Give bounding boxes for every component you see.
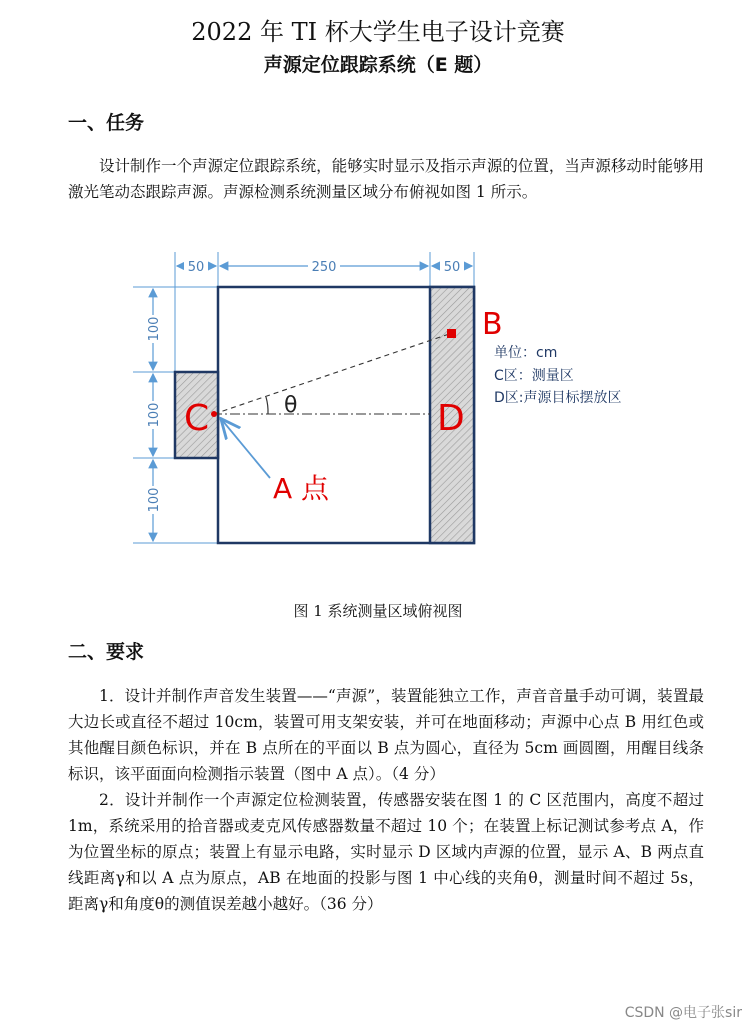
- theta-label: θ: [284, 393, 298, 418]
- document-title: 2022 年 TI 杯大学生电子设计竞赛: [191, 18, 565, 46]
- label-d: D: [437, 398, 465, 439]
- label-b: B: [482, 307, 503, 342]
- legend-unit: 单位：cm: [494, 345, 558, 361]
- point-a-marker: [211, 411, 217, 417]
- dim-label-top-right: 50: [443, 260, 461, 275]
- requirement-item-1: 1．设计并制作声音发生装置——“声源”，装置能独立工作，声音音量手动可调，装置最大边长或直径不超过 10cm，装置可用支架安装，并可在地面移动；声源中心点 B 用红色或其他醒目颜色标识，并在 B 点所在的平面以 B 点为圆心，直径为 5cm 画圆圈，用醒目线条标识，该平面面向检测指示装置（图中 A 点）。（4 分）: [68, 687, 704, 783]
- figure-caption: 图 1 系统测量区域俯视图: [293, 602, 463, 620]
- csdn-watermark: CSDN @电子张sir: [624, 1005, 742, 1021]
- section-heading-requirements: 二、要求: [68, 641, 145, 663]
- measurement-area-diagram: [0, 240, 756, 600]
- point-b-marker: [447, 329, 456, 338]
- dim-label-left-3: 100: [147, 487, 162, 513]
- dim-label-left-2: 100: [147, 402, 162, 428]
- legend-d: D区:声源目标摆放区: [494, 390, 622, 406]
- task-text: 设计制作一个声源定位跟踪系统，能够实时显示及指示声源的位置，当声源移动时能够用激光笔动态跟踪声源。声源检测系统测量区域分布俯视如图 1 所示。: [68, 157, 704, 201]
- legend-c: C区：测量区: [494, 368, 574, 384]
- label-c: C: [184, 398, 210, 439]
- section-heading-task: 一、任务: [68, 112, 145, 134]
- document-subtitle: 声源定位跟踪系统（E 题）: [263, 54, 493, 76]
- requirement-item-2: 2．设计并制作一个声源定位检测装置，传感器安装在图 1 的 C 区范围内，高度不超过 1m，系统采用的拾音器或麦克风传感器数量不超过 10 个；在装置上标记测试参考点 A，作为位置坐标的原点；装置上有显示电路，实时显示 D 区域内声源的位置，显示 A、B 两点直线距离γ和以 A 点为原点，AB 在地面的投影与图 1 中心线的夹角θ，测量时间不超过 5s，距离γ和角度θ的测值误差越小越好。（36 分）: [68, 791, 704, 913]
- label-a: A 点: [273, 472, 330, 505]
- task-paragraph: [68, 153, 704, 205]
- dim-label-top-mid: 250: [311, 260, 337, 275]
- dim-label-left-1: 100: [147, 316, 162, 342]
- dim-label-top-left: 50: [187, 260, 205, 275]
- requirements-paragraphs: [68, 683, 704, 917]
